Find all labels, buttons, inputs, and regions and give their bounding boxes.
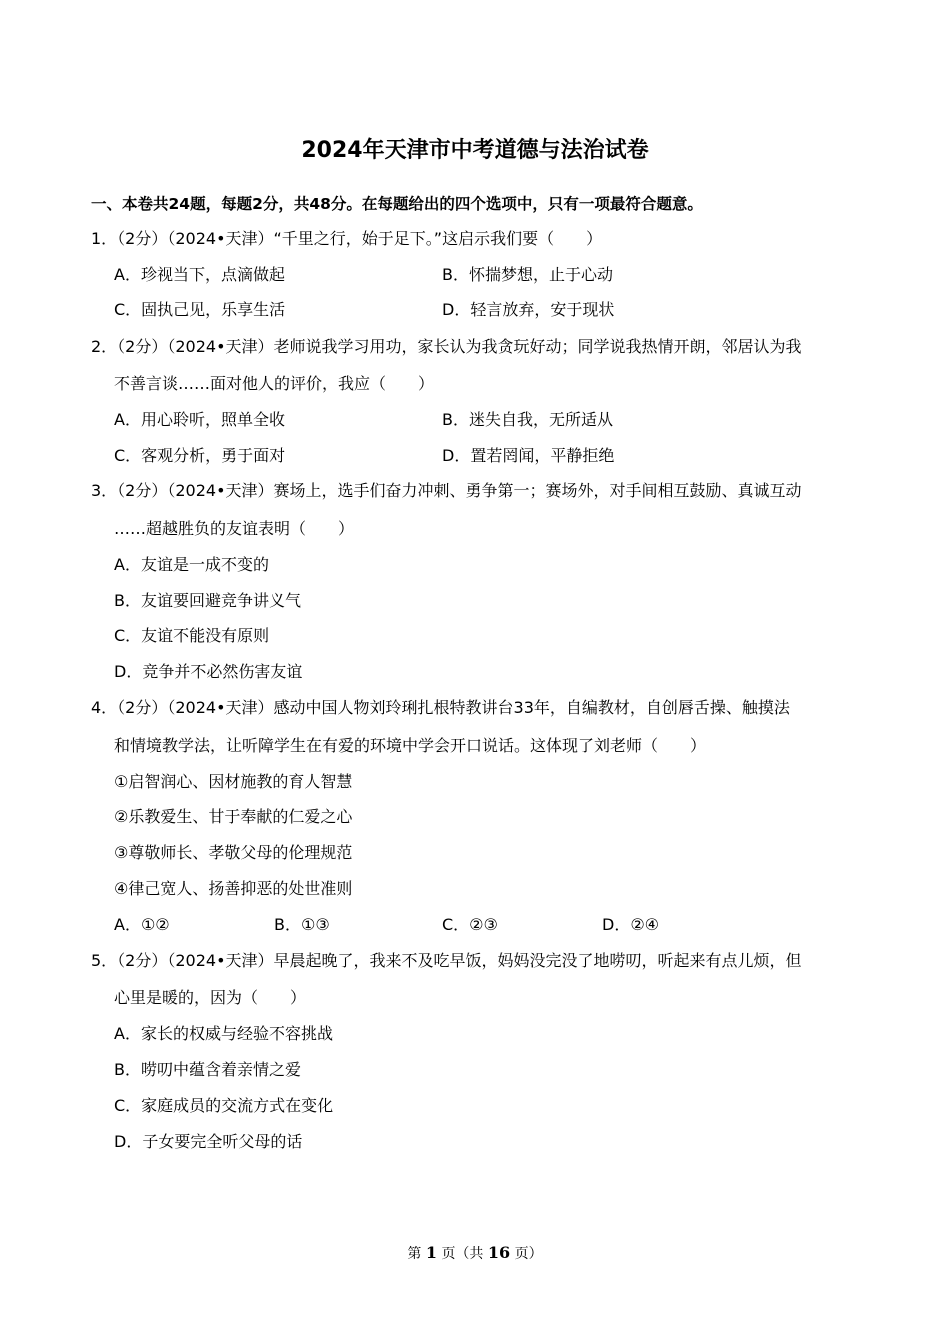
question-4-stem-line-1: 4．（2分）（2024•天津）感动中国人物刘玲琍扎根特教讲台33年，自编教材，自创唇舌操、触摸法 (91, 698, 790, 717)
question-1-option-c: C．固执己见，乐享生活 (114, 300, 286, 319)
question-4-option-b: B．①③ (274, 915, 330, 934)
question-3-stem-line-1: 3．（2分）（2024•天津）赛场上，选手们奋力冲刺、勇争第一；赛场外，对手间相互鼓励、真诚互动 (91, 481, 802, 500)
question-1-option-b: B．怀揣梦想，止于心动 (442, 265, 613, 284)
question-3-stem-line-2: ……超越胜负的友谊表明（ ） (114, 519, 355, 538)
question-4-statement-2: ②乐教爱生、甘于奉献的仁爱之心 (114, 807, 353, 826)
footer-middle: 页（共 (441, 1246, 484, 1262)
question-5-option-a: A．家长的权威与经验不容挑战 (114, 1024, 333, 1043)
question-3-option-b: B．友谊要回避竞争讲义气 (114, 591, 301, 610)
question-4-option-c: C．②③ (442, 915, 498, 934)
footer-page-number: 1 (425, 1243, 437, 1262)
question-5-option-d: D．子女要完全听父母的话 (114, 1132, 303, 1151)
question-4-statement-3: ③尊敬师长、孝敬父母的伦理规范 (114, 843, 353, 862)
question-2-stem-line-1: 2．（2分）（2024•天津）老师说我学习用功，家长认为我贪玩好动；同学说我热情开朗，邻居认为我 (91, 337, 802, 356)
question-1-stem: 1．（2分）（2024•天津）“千里之行，始于足下。”这启示我们要（ ） (91, 229, 603, 248)
question-1-option-d: D．轻言放弃，安于现状 (442, 300, 615, 319)
section-header: 一、本卷共24题，每题2分，共48分。在每题给出的四个选项中，只有一项最符合题意。 (91, 195, 703, 213)
question-2-option-b: B．迷失自我，无所适从 (442, 410, 613, 429)
question-3-option-d: D．竞争并不必然伤害友谊 (114, 662, 303, 681)
question-4-option-d: D．②④ (602, 915, 660, 934)
question-5-option-c: C．家庭成员的交流方式在变化 (114, 1096, 334, 1115)
question-4-stem-line-2: 和情境教学法，让听障学生在有爱的环境中学会开口说话。这体现了刘老师（ ） (114, 736, 707, 755)
footer-prefix: 第 (407, 1246, 422, 1262)
question-5-stem-line-2: 心里是暖的，因为（ ） (114, 988, 307, 1007)
question-4-statement-1: ①启智润心、因材施教的育人智慧 (114, 772, 353, 791)
footer-suffix: 页） (514, 1246, 543, 1262)
question-4-statement-4: ④律己宽人、扬善抑恶的处世准则 (114, 879, 353, 898)
question-5-stem-line-1: 5．（2分）（2024•天津）早晨起晚了，我来不及吃早饭，妈妈没完没了地唠叨，听起来有点儿烦，但 (91, 951, 802, 970)
page-footer (0, 1241, 950, 1266)
page-title: 2024年天津市中考道德与法治试卷 (301, 138, 649, 163)
question-4-option-a: A．①② (114, 915, 170, 934)
question-2-option-c: C．客观分析，勇于面对 (114, 446, 286, 465)
question-2-stem-line-2: 不善言谈……面对他人的评价，我应（ ） (114, 374, 435, 393)
question-3-option-c: C．友谊不能没有原则 (114, 626, 270, 645)
question-1-option-a: A．珍视当下，点滴做起 (114, 265, 285, 284)
footer-total-pages: 16 (487, 1243, 511, 1262)
question-5-option-b: B．唠叨中蕴含着亲情之爱 (114, 1060, 301, 1079)
question-2-option-d: D．置若罔闻，平静拒绝 (442, 446, 615, 465)
question-3-option-a: A．友谊是一成不变的 (114, 555, 269, 574)
question-2-option-a: A．用心聆听，照单全收 (114, 410, 285, 429)
